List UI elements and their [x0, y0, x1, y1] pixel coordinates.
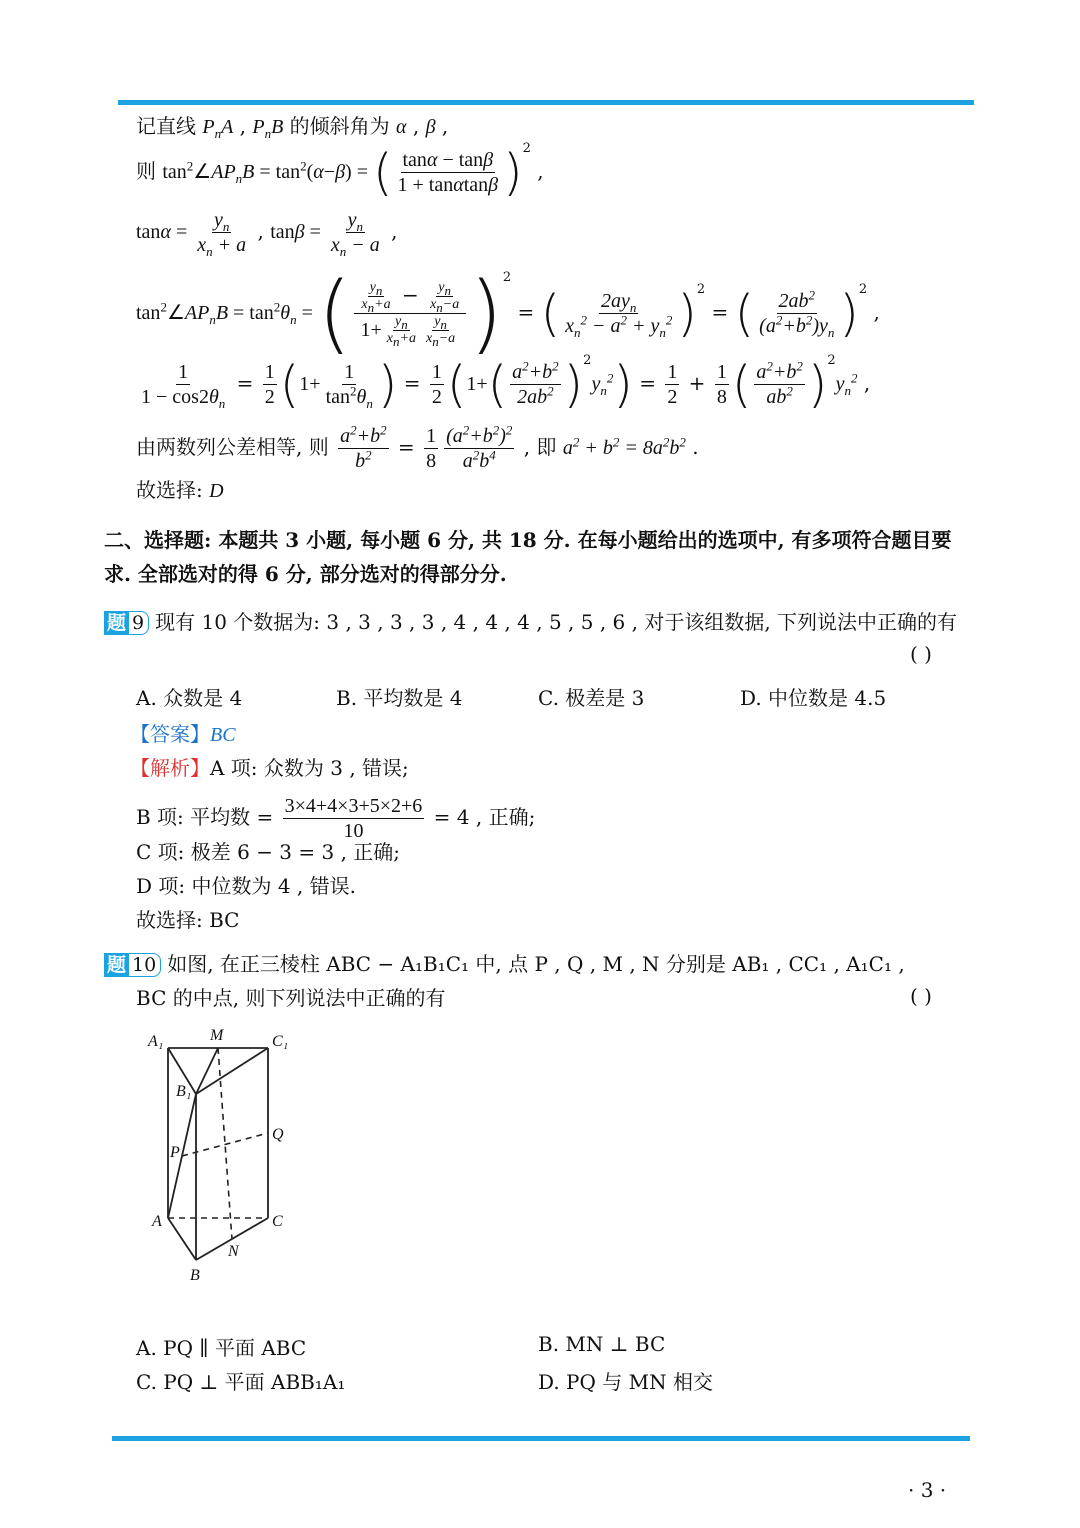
label-a1: A₁ — [148, 1033, 164, 1050]
option-b: B. 平均数是 4 — [336, 686, 463, 710]
solution-line-3: tanα = $\frac{y_n}{x_n + a}$ , tanβ = $\frac{y_n}{x_n - a}$ , — [136, 209, 398, 259]
text: 记直线 — [136, 114, 196, 138]
mean-denominator: 10 — [343, 820, 364, 842]
option-b: B. MN ⊥ BC — [538, 1332, 666, 1356]
text: 由两数列公差相等, 则 — [136, 435, 329, 459]
bottom-rule — [112, 1436, 970, 1441]
option-d: D. PQ 与 MN 相交 — [538, 1370, 713, 1394]
label-a: A — [152, 1213, 162, 1230]
label-b: B — [190, 1267, 200, 1284]
section-heading-2: 求. 全部选对的得 6 分, 部分选对的得部分分. — [104, 562, 507, 586]
answer-paren: ( ) — [910, 984, 932, 1008]
question-text-1: 如图, 在正三棱柱 ABC − A₁B₁C₁ 中, 点 P , Q , M , N 分别是 AB₁ , CC₁ , A₁C₁ , — [167, 952, 905, 976]
question-tag: 题 — [104, 611, 129, 635]
label-c: C — [272, 1213, 283, 1230]
solution-line-1: 记直线 $P_nA$ , $P_nB$ 的倾斜角为 α , β , — [136, 114, 449, 141]
solution-line-6: 由两数列公差相等, 则 $\frac{a^2+b^2}{b^2}$ = $\frac{1}{8}$ $\frac{(a^2+b^2)^2}{a^2b^4}$ , 即 $a^2 + b^2 = 8a^2b^2$ . — [136, 422, 699, 472]
analysis-a: A 项: 众数为 3 , 错误; — [210, 756, 409, 780]
label-c1: C₁ — [272, 1033, 289, 1050]
final-answer: D — [209, 480, 224, 502]
option-a: A. PQ ∥ 平面 ABC — [136, 1336, 307, 1360]
answer-line — [130, 720, 236, 749]
answer-value: BC — [210, 724, 236, 746]
section-heading-1: 二、选择题: 本题共 3 小题, 每小题 6 分, 共 18 分. 在每小题给出的选项中, 有多项符合题目要 — [104, 528, 952, 552]
label-m: M — [210, 1027, 224, 1044]
text: , 即 — [523, 435, 557, 459]
question-number: 10 — [129, 953, 161, 977]
solution-line-2: 则 $\tan^2\angle AP_nB = \tan^2(\alpha-\beta)$ = ( $\frac{\tan\alpha - \tan\beta}{1 + \tan\alpha\tan\beta}$ )$^2$ , — [136, 141, 544, 202]
text: 故选择: — [136, 478, 203, 502]
question-10-line2: BC 的中点, 则下列说法中正确的有 — [136, 986, 446, 1010]
answer-paren: ( ) — [910, 642, 932, 666]
label-q: Q — [272, 1126, 284, 1143]
mean-numerator: 3×4+4×3+5×2+6 — [284, 795, 423, 817]
top-rule — [118, 100, 974, 105]
question-tag: 题 — [104, 953, 129, 977]
prism-figure — [140, 1024, 300, 1284]
label-p: P — [170, 1144, 180, 1161]
text: 的倾斜角为 — [289, 114, 390, 138]
analysis-c: C 项: 极差 6 − 3 = 3 , 正确; — [136, 840, 401, 864]
text: 则 — [136, 159, 156, 183]
question-10 — [104, 950, 905, 978]
solution-line-4: $\tan^2\angle AP_nB = \tan^2\theta_n$ = ( $\frac{y_n}{x_n+a}$ − $\frac{y_n}{x_n-a}$ 1+ $\frac{y_n}{x_n+a}$ $\frac{y_n}{x_n-a}$ )$^2$ = ( $\frac{2ay_n}{x_n^2 - a^2 + y_n^2}$ )$^2$ = ( $\frac{2ab^2}{(a^2+b^2)y_n}$ )$^2$ , — [136, 263, 880, 364]
page-number: · 3 · — [908, 1478, 947, 1502]
analysis-b — [136, 794, 535, 843]
option-c: C. 极差是 3 — [538, 686, 645, 710]
answer-label: 【答案】 — [130, 722, 210, 746]
text: = 4 , 正确; — [433, 805, 536, 829]
question-9 — [104, 608, 957, 636]
analysis-d: D 项: 中位数为 4 , 错误. — [136, 874, 356, 898]
solution-final — [136, 476, 224, 505]
analysis-label: 【解析】 — [130, 756, 210, 780]
text: B 项: 平均数 = — [136, 805, 274, 829]
analysis-final: 故选择: BC — [136, 908, 240, 932]
solution-line-5: $\frac{1}{1 - \cos 2\theta_n}$ = $\frac{1}{2}$ (1+ $\frac{1}{\tan^2\theta_n}$ ) = $\frac{1}{2}$ (1+( $\frac{a^2+b^2}{2ab^2}$ )$^2y_n^2$) = $\frac{1}{2}$ + $\frac{1}{8}$ ( $\frac{a^2+b^2}{ab^2}$ )$^2y_n^2$ , — [141, 353, 871, 414]
question-number: 9 — [129, 611, 149, 635]
option-c: C. PQ ⊥ 平面 ABB₁A₁ — [136, 1370, 346, 1394]
edge-ab — [168, 1218, 196, 1260]
label-n: N — [228, 1243, 239, 1260]
analysis-line — [130, 754, 409, 782]
option-a: A. 众数是 4 — [136, 686, 243, 710]
question-text: 现有 10 个数据为: 3 , 3 , 3 , 3 , 4 , 4 , 4 , 5 , 5 , 6 , 对于该组数据, 下列说法中正确的有 — [155, 610, 958, 634]
label-b1: B₁ — [176, 1083, 192, 1100]
option-d: D. 中位数是 4.5 — [740, 686, 887, 710]
